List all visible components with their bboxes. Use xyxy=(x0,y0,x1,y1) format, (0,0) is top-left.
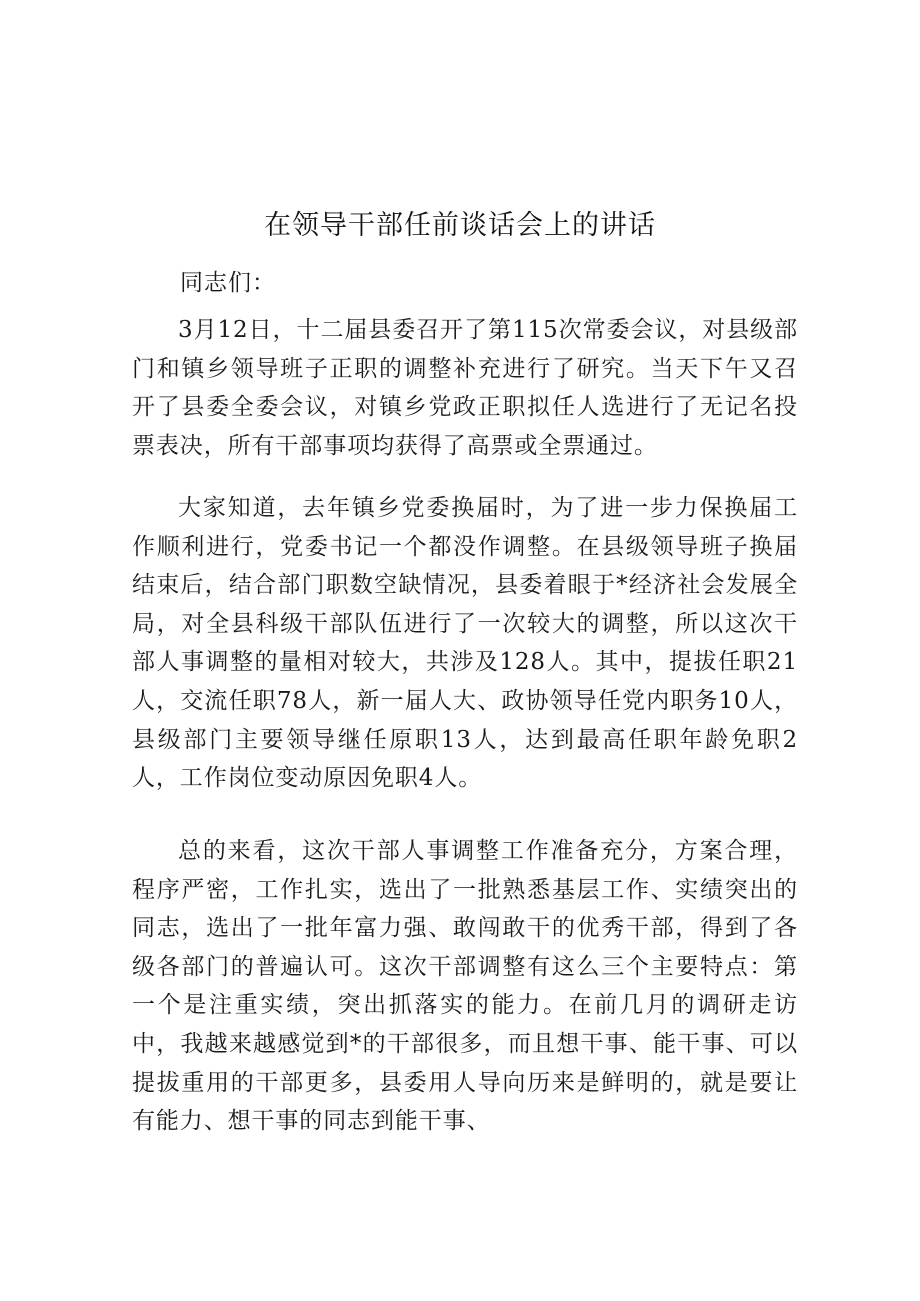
document-title: 在领导干部任前谈话会上的讲话 xyxy=(264,210,656,241)
paragraph-1: 3月12日，十二届县委召开了第115次常委会议，对县级部门和镇乡领导班子正职的调整补充进行了研究。当天下午又召开了县委全委会议，对镇乡党政正职拟任人选进行了无记名投票表决，所有干部事项均获得了高票或全票通过。 xyxy=(132,317,798,459)
paragraph-3: 总的来看，这次干部人事调整工作准备充分，方案合理，程序严密，工作扎实，选出了一批熟悉基层工作、实绩突出的同志，选出了一批年富力强、敢闯敢干的优秀干部，得到了各级各部门的普遍认可。这次干部调整有这么三个主要特点：第一个是注重实绩，突出抓落实的能力。在前几月的调研走访中，我越来越感觉到*的干部很多，而且想干事、能干事、可以提拔重用的干部更多，县委用人导向历来是鲜明的，就是要让有能力、想干事的同志到能干事、 xyxy=(132,838,798,1135)
salutation: 同志们： xyxy=(180,270,276,296)
paragraph-2: 大家知道，去年镇乡党委换届时，为了进一步力保换届工作顺利进行，党委书记一个都没作调整。在县级领导班子换届结束后，结合部门职数空缺情况，县委着眼于*经济社会发展全局，对全县科级干部队伍进行了一次较大的调整，所以这次干部人事调整的量相对较大，共涉及128人。其中，提拔任职21人，交流任职78人，新一届人大、政协领导任党内职务10人，县级部门主要领导继任原职13人，达到最高任职年龄免职2人，工作岗位变动原因免职4人。 xyxy=(132,495,798,792)
